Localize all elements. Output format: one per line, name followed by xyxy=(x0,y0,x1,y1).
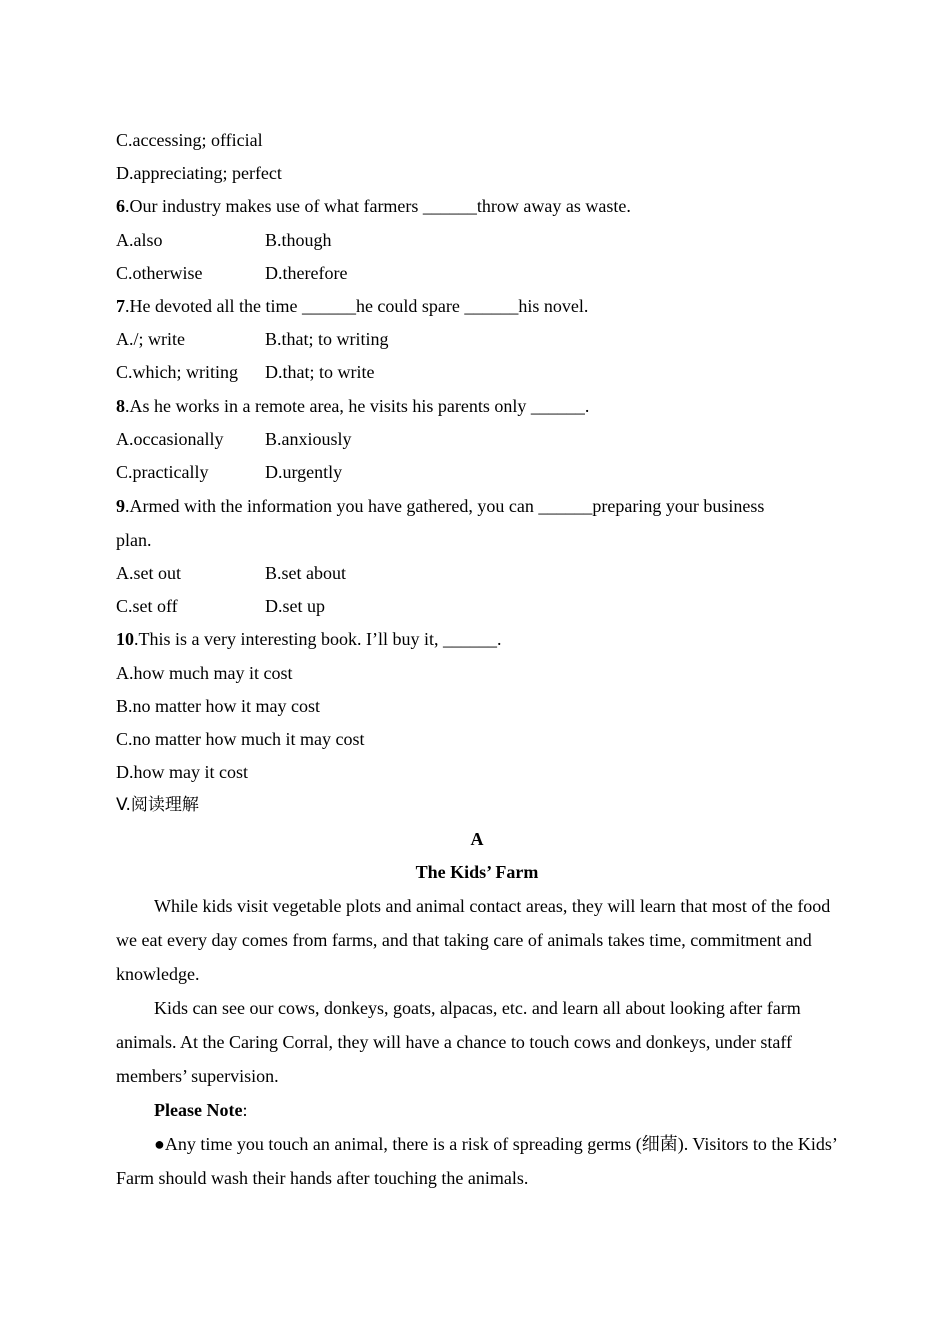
q7-options-row-1 xyxy=(116,323,838,356)
q9-option-c: C.set off xyxy=(116,596,178,617)
q6-option-c: C.otherwise xyxy=(116,262,203,283)
question-stem: .This is a very interesting book. I’ll buy it, ______. xyxy=(134,629,502,650)
q7-options-row-2 xyxy=(116,356,838,389)
q5-option-d: D.appreciating; perfect xyxy=(116,163,282,184)
q10-option-d: D.how may it cost xyxy=(116,762,248,783)
note-bullet-1: ●Any time you touch an animal, there is a risk of spreading germs (细菌). Visitors to the Kids’ Farm should wash their hands after touching the animals. xyxy=(116,1133,837,1188)
passage-label: A xyxy=(470,828,484,849)
question-stem: .Our industry makes use of what farmers ______throw away as waste. xyxy=(125,196,631,217)
question-number: 6 xyxy=(116,196,125,217)
question-stem: .Armed with the information you have gathered, you can ______preparing your business xyxy=(125,496,765,517)
q8-options-row-2 xyxy=(116,456,838,489)
q8-option-b: B.anxiously xyxy=(265,428,352,449)
question-8 xyxy=(116,390,838,423)
question-number: 7 xyxy=(116,295,125,316)
q6-option-d: D.therefore xyxy=(265,262,348,283)
q10-option-a: A.how much may it cost xyxy=(116,662,293,683)
q10-option-c: C.no matter how much it may cost xyxy=(116,729,365,749)
question-9-continued: plan. xyxy=(116,530,152,551)
q9-options-row-1 xyxy=(116,557,838,590)
q8-options-row-1 xyxy=(116,423,838,456)
q7-option-b: B.that; to writing xyxy=(265,329,389,350)
passage-paragraph-2: Kids can see our cows, donkeys, goats, alpacas, etc. and learn all about looking after farm animals. At the Caring Corral, they will have a chance to touch cows and donkeys, under staff members’ supervision. xyxy=(116,997,801,1086)
q10-option-b: B.no matter how it may cost xyxy=(116,695,320,716)
question-9 xyxy=(116,489,838,523)
question-stem: .As he works in a remote area, he visits his parents only ______. xyxy=(125,395,590,416)
question-number: 10 xyxy=(116,629,134,650)
q9-option-b: B.set about xyxy=(265,563,346,584)
q5-option-c: C.accessing; official xyxy=(116,130,263,150)
passage-title: The Kids’ Farm xyxy=(415,861,539,882)
note-colon: : xyxy=(242,1099,248,1120)
section-heading: V.阅读理解 xyxy=(116,795,199,816)
q9-option-d: D.set up xyxy=(265,596,325,617)
question-10 xyxy=(116,623,838,656)
q8-option-a: A.occasionally xyxy=(116,428,224,449)
q6-options-row-1 xyxy=(116,224,838,257)
note-label: Please Note xyxy=(154,1099,243,1120)
q8-option-d: D.urgently xyxy=(265,461,343,482)
q7-option-c: C.which; writing xyxy=(116,362,238,383)
q9-options-row-2 xyxy=(116,590,838,623)
q8-option-c: C.practically xyxy=(116,461,209,482)
question-number: 9 xyxy=(116,496,125,517)
q9-option-a: A.set out xyxy=(116,563,181,584)
q7-option-d: D.that; to write xyxy=(265,362,375,383)
question-7 xyxy=(116,290,838,323)
question-stem: .He devoted all the time ______he could spare ______his novel. xyxy=(125,295,589,316)
q7-option-a: A./; write xyxy=(116,329,185,350)
question-6 xyxy=(116,190,838,223)
passage-paragraph-1: While kids visit vegetable plots and animal contact areas, they will learn that most of the food we eat every day comes from farms, and that taking care of animals takes time, commitment and knowledge. xyxy=(116,895,831,984)
q6-option-b: B.though xyxy=(265,229,332,250)
document-page xyxy=(116,124,838,1195)
q6-option-a: A.also xyxy=(116,229,163,250)
question-number: 8 xyxy=(116,395,125,416)
note-heading xyxy=(116,1093,838,1127)
q6-options-row-2 xyxy=(116,257,838,290)
